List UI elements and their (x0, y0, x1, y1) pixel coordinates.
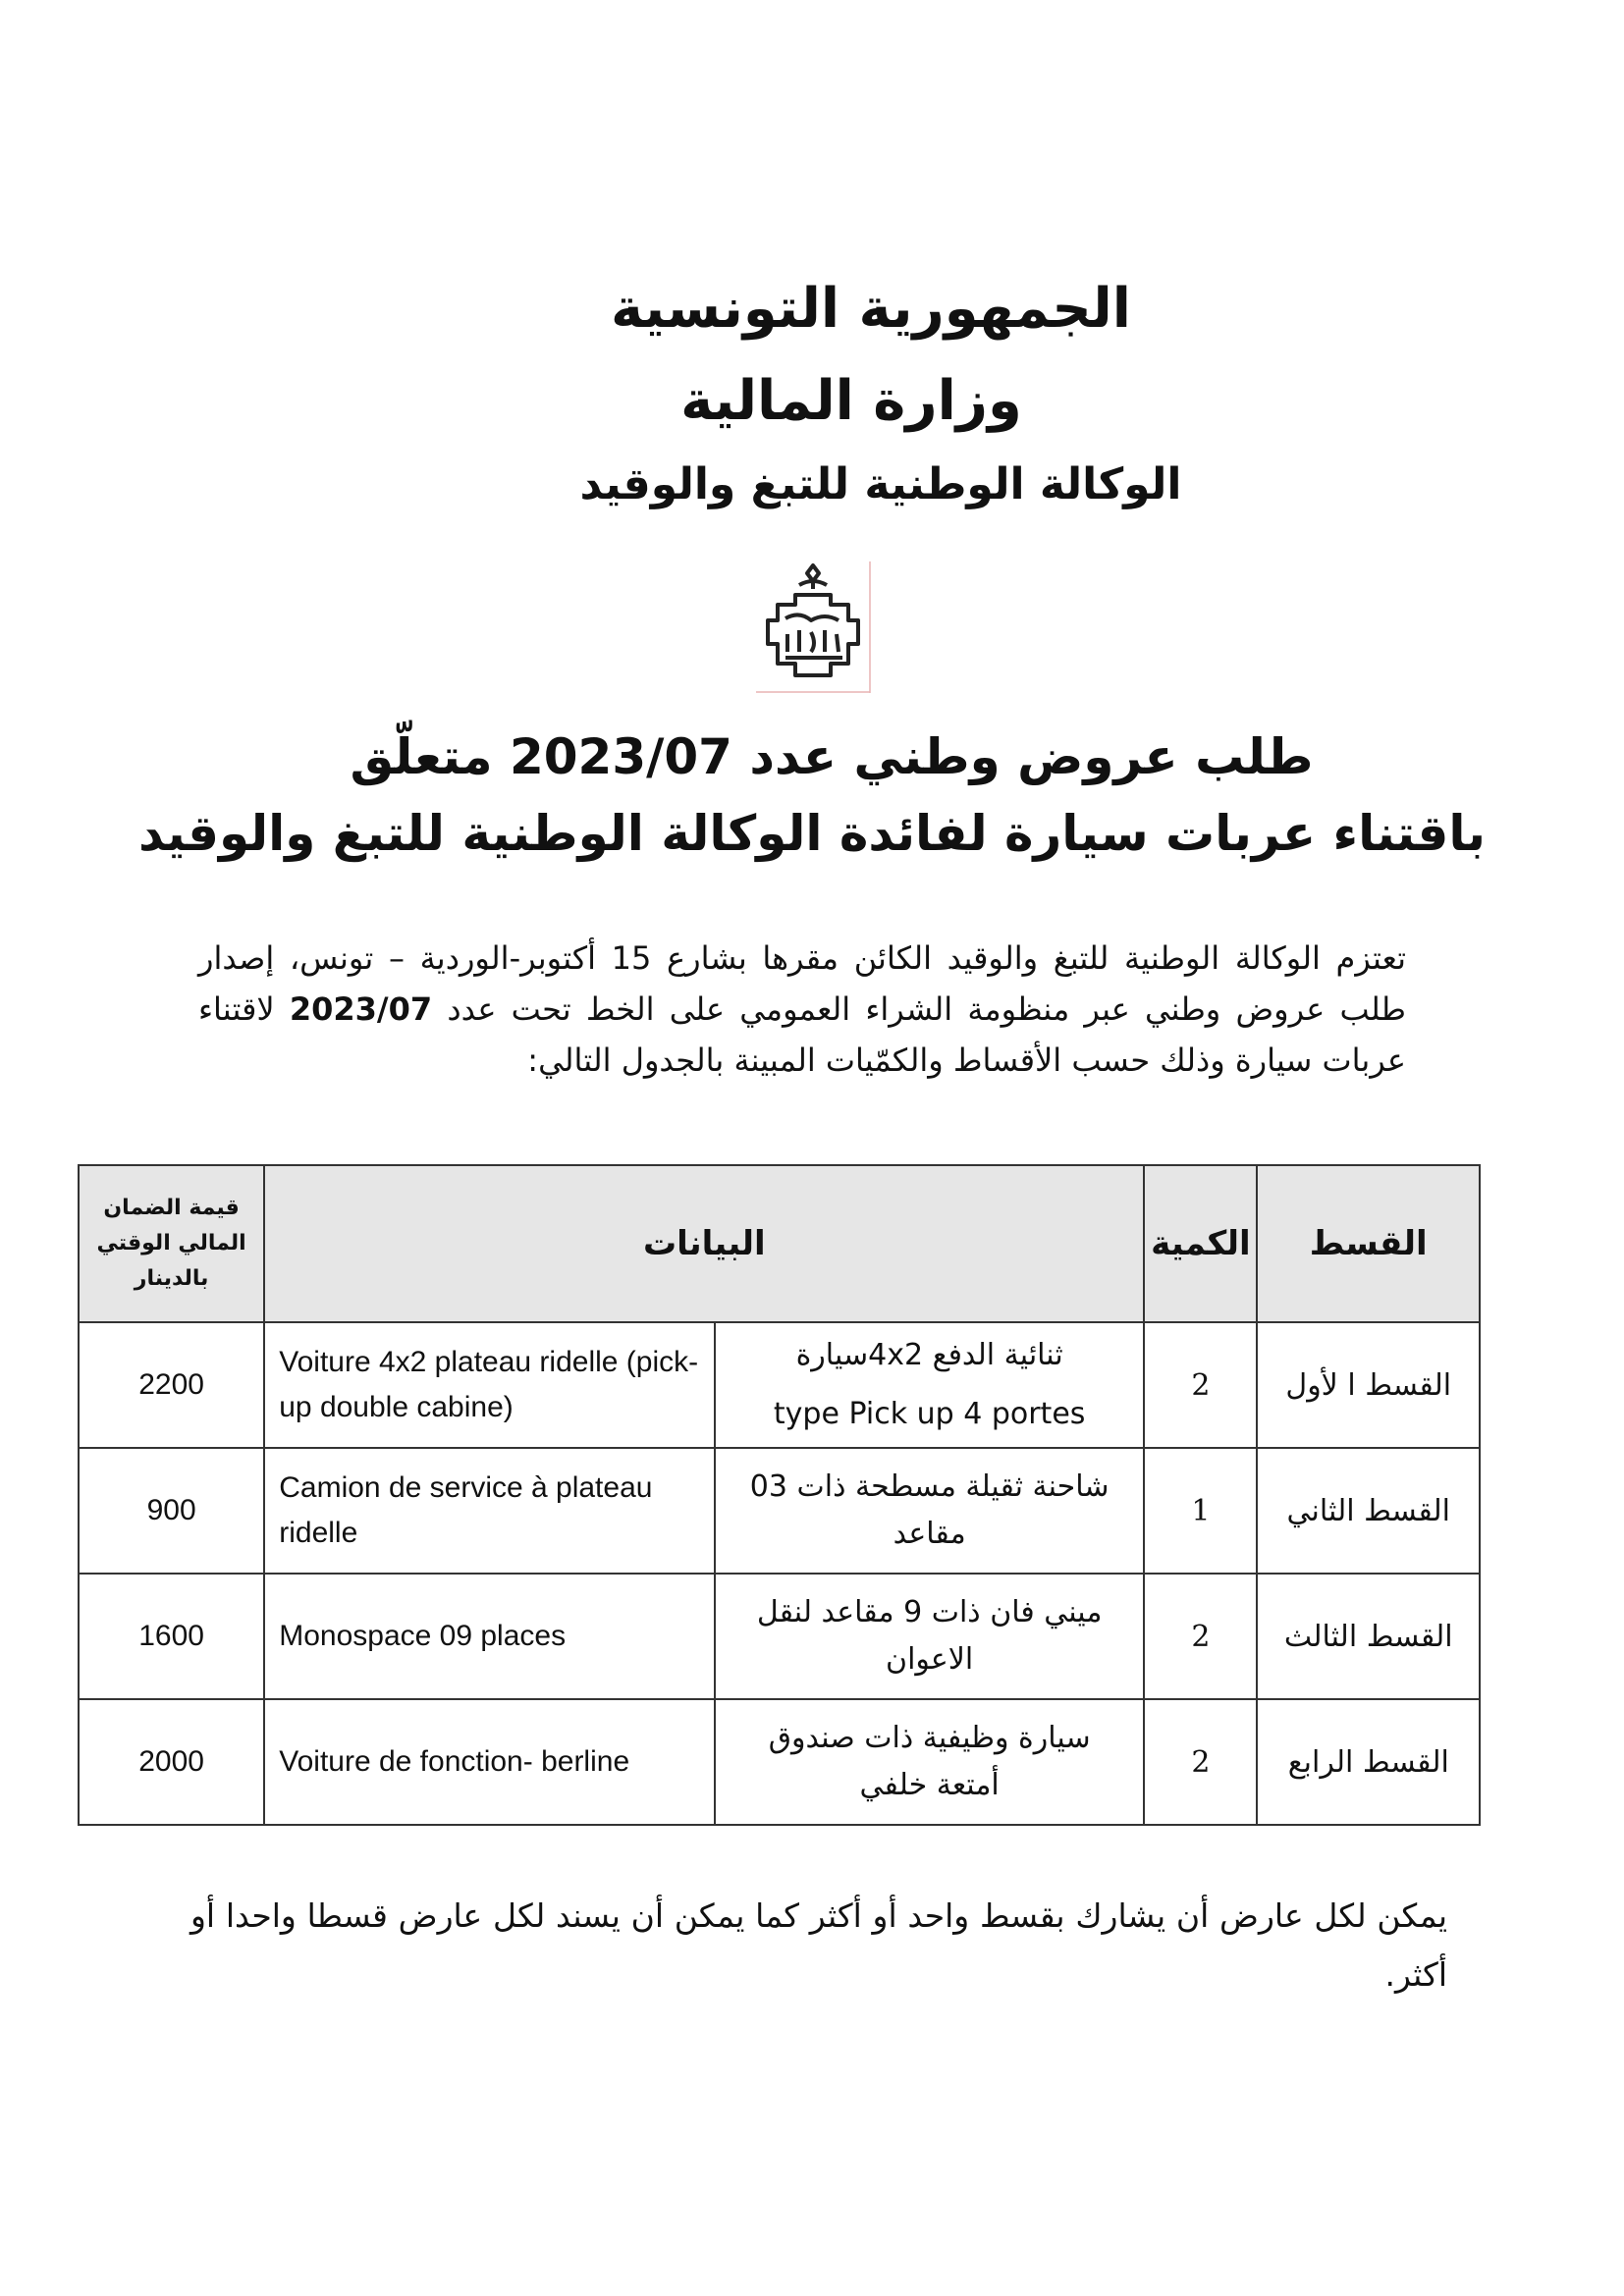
lot-quantity: 2 (1144, 1322, 1257, 1448)
lot-guarantee-amount: 1600 (79, 1574, 264, 1699)
tender-title-line-2: باقتناء عربات سيارة لفائدة الوكالة الوطنية للتبغ والوقيد (138, 805, 1486, 862)
lot-description-ar: شاحنة ثقيلة مسطحة ذات 03 مقاعد (715, 1448, 1144, 1574)
table-row (79, 1448, 1480, 1574)
lot-description-ar: ميني فان ذات 9 مقاعد لنقل الاعوان (715, 1574, 1144, 1699)
tender-reference: 2023/07 (289, 990, 433, 1028)
lot-description-ar-line: ثنائية الدفع 4x2سيارة (795, 1338, 1063, 1372)
table-row (79, 1322, 1480, 1448)
intro-text: تعتزم الوكالة الوطنية للتبغ والوقيد الكائن مقرها بشارع 15 أكتوبر-الوردية – تونس، إصدار طلب عروض وطني عبر منظومة الشراء العمومي على الخط تحت عدد (198, 939, 1407, 1028)
lot-quantity: 2 (1144, 1574, 1257, 1699)
intro-paragraph (198, 933, 1406, 1086)
header-details: البيانات (264, 1165, 1144, 1322)
lot-description-ar (715, 1322, 1144, 1448)
table-header-row (79, 1165, 1480, 1322)
lot-guarantee-amount: 2200 (79, 1322, 264, 1448)
lot-guarantee-amount: 900 (79, 1448, 264, 1574)
lot-description-fr: Voiture 4x2 plateau ridelle (pick-up double cabine) (264, 1322, 715, 1448)
lot-name: القسط الثاني (1257, 1448, 1480, 1574)
lot-description-ar-line-2: type Pick up 4 portes (773, 1397, 1086, 1431)
intro-text-end: لاقتناء عربات سيارة وذلك حسب الأقساط والكمّيات المبينة بالجدول التالي: (198, 990, 1406, 1079)
footer-paragraph: يمكن لكل عارض أن يشارك بقسط واحد أو أكثر كما يمكن أن يسند لكل عارض قسطا واحدا أو أكثر. (190, 1896, 1447, 1994)
lot-description-ar: سيارة وظيفية ذات صندوق أمتعة خلفي (715, 1699, 1144, 1825)
table-row (79, 1574, 1480, 1699)
header-ministry: وزارة المالية (680, 369, 1022, 433)
lot-description-fr: Voiture de fonction- berline (264, 1699, 715, 1825)
lot-description-fr: Camion de service à plateau ridelle (264, 1448, 715, 1574)
header-republic: الجمهورية التونسية (611, 277, 1131, 341)
lot-quantity: 1 (1144, 1448, 1257, 1574)
lots-table (78, 1164, 1481, 1826)
lot-quantity: 2 (1144, 1699, 1257, 1825)
lot-name: القسط الرابع (1257, 1699, 1480, 1825)
lot-guarantee-amount: 2000 (79, 1699, 264, 1825)
agency-seal-icon (756, 561, 878, 693)
table-row (79, 1699, 1480, 1825)
header-quantity: الكمية (1144, 1165, 1257, 1322)
lot-name: القسط ا لأول (1257, 1322, 1480, 1448)
lot-name: القسط الثالث (1257, 1574, 1480, 1699)
header-agency: الوكالة الوطنية للتبغ والوقيد (579, 459, 1182, 509)
header-guarantee: قيمة الضمان المالي الوقتي بالدينار (79, 1165, 264, 1322)
header-lot: القسط (1257, 1165, 1480, 1322)
tender-title-line-1: طلب عروض وطني عدد 2023/07 متعلّق (350, 728, 1314, 785)
lot-description-fr: Monospace 09 places (264, 1574, 715, 1699)
